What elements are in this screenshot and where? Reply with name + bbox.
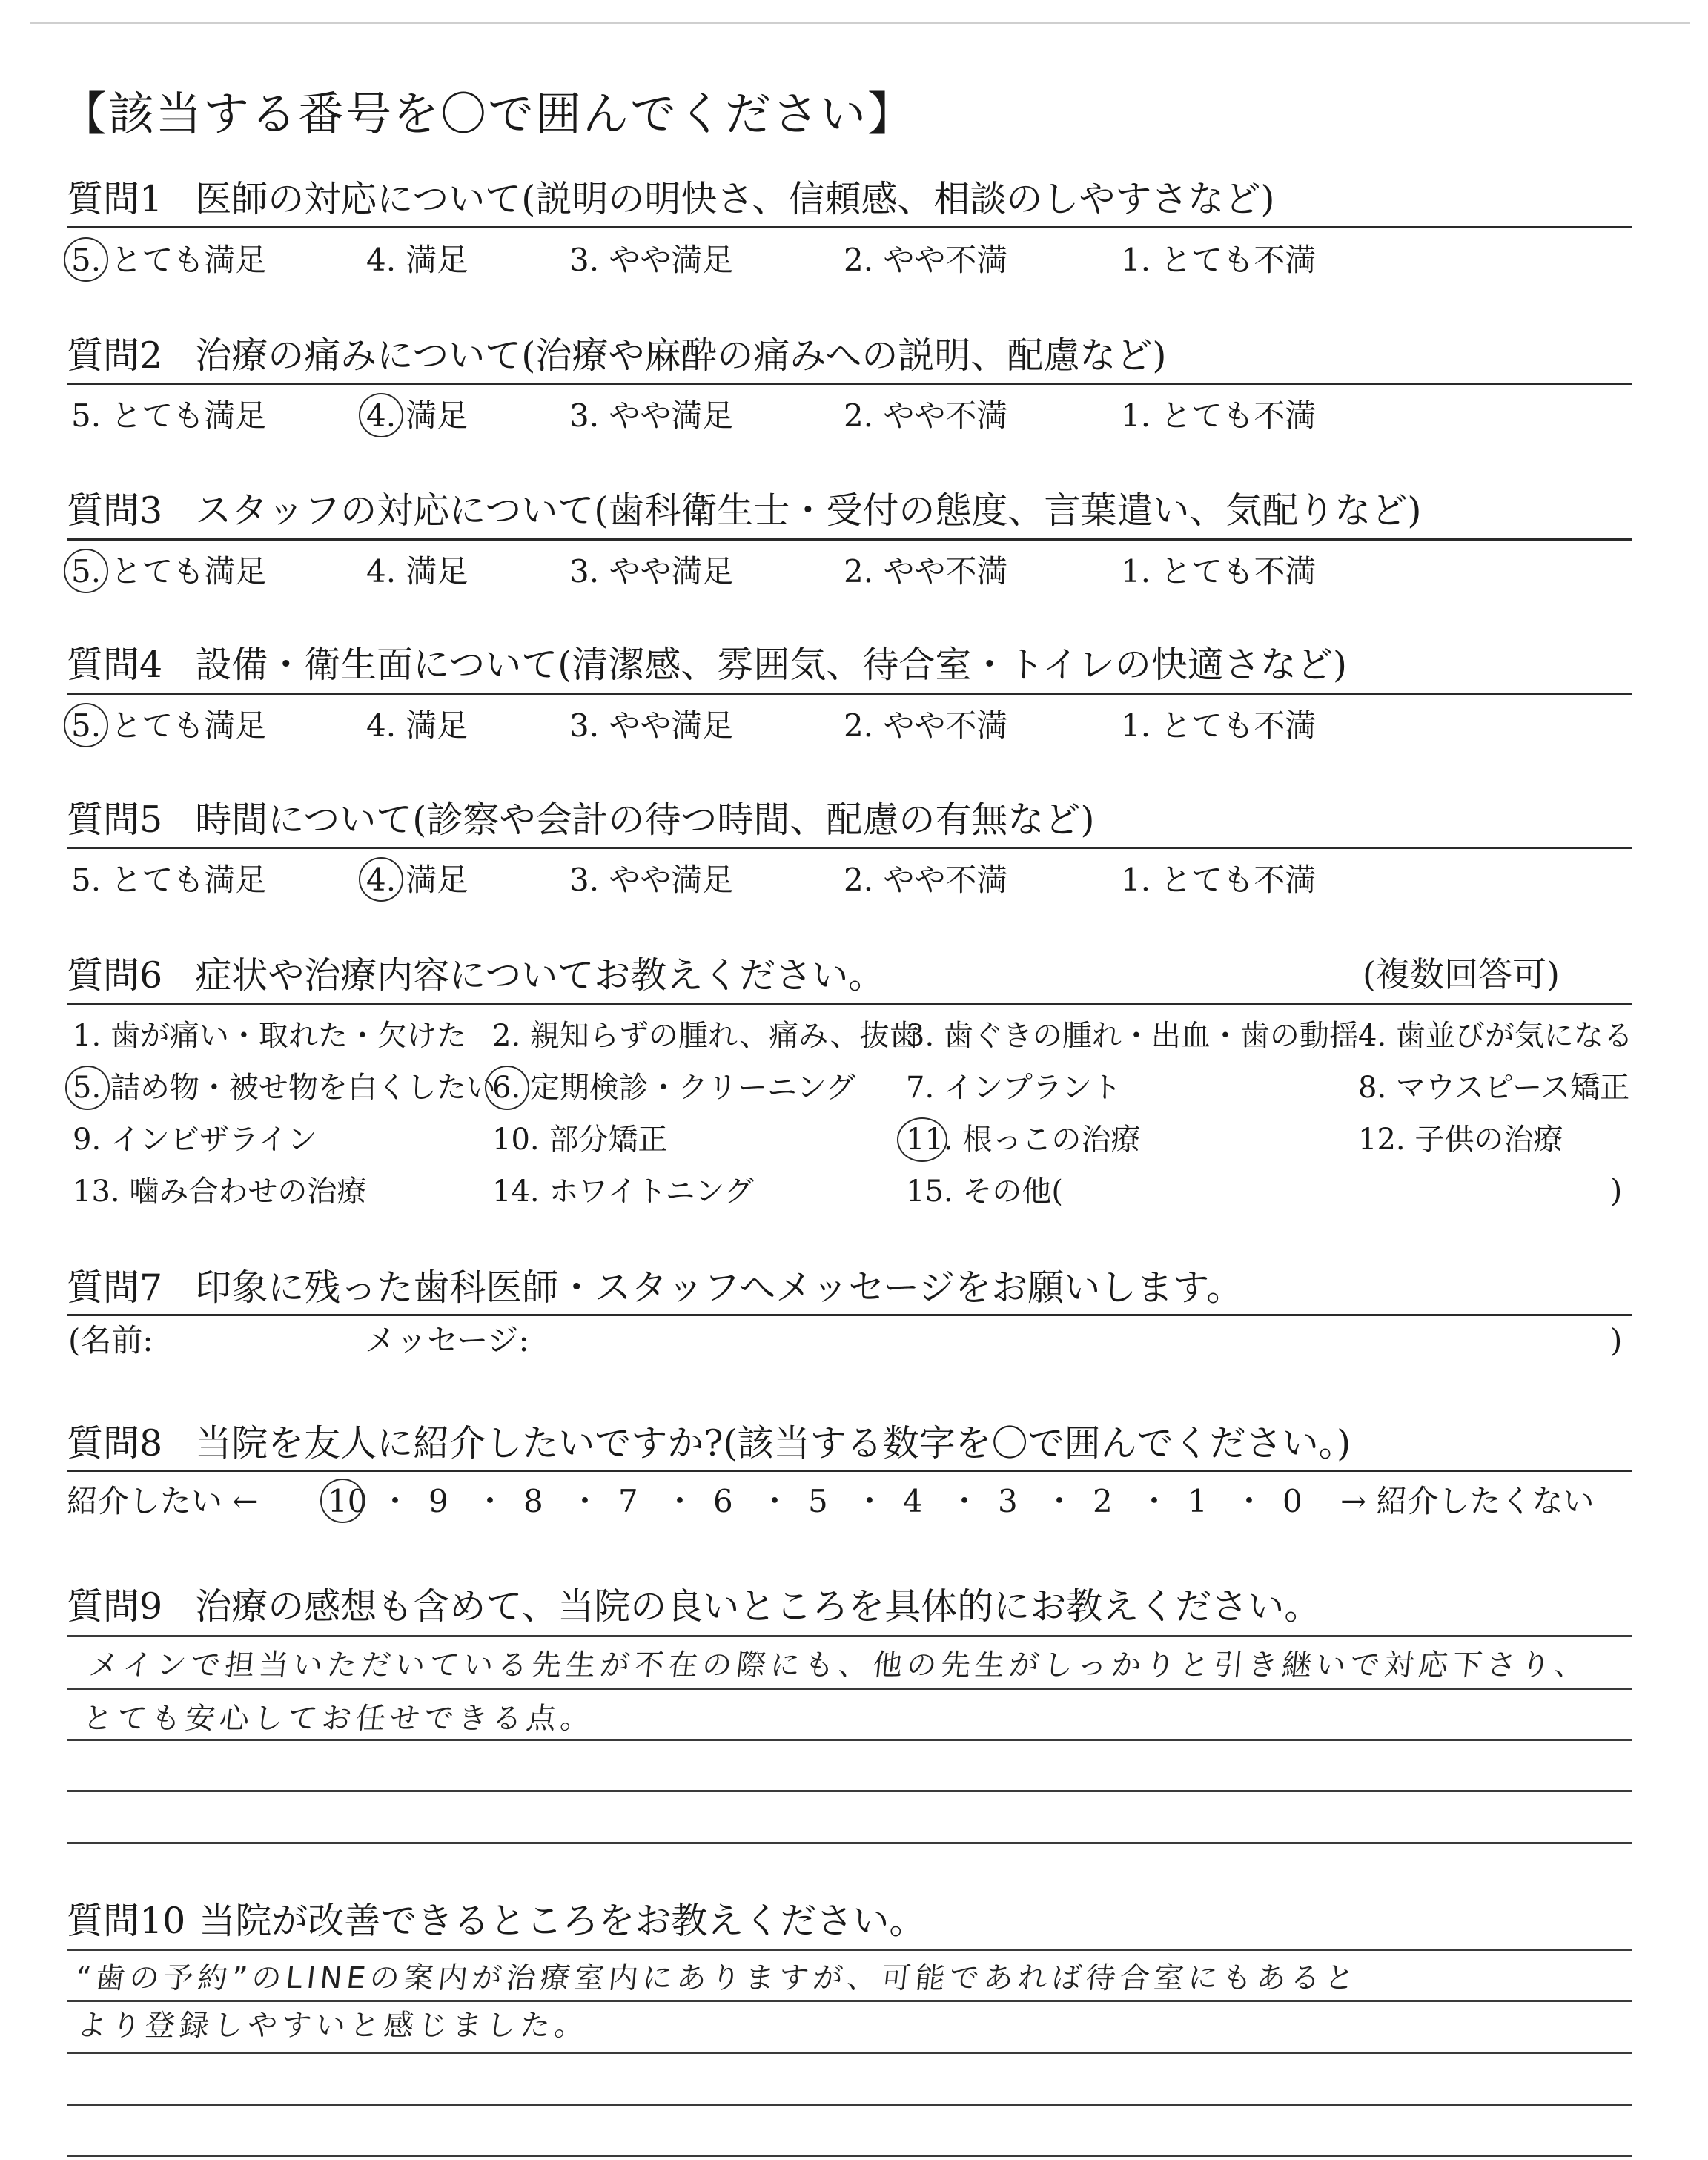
symptom-option-12[interactable]: 12. 子供の治療 [1358, 1123, 1563, 1157]
scale-separator: ・ [569, 1483, 601, 1519]
question-text: 当院が改善できるところをお教えください。 [199, 1900, 926, 1942]
top-border [30, 22, 1690, 24]
rating-option-1[interactable]: 1. とても不満 [1121, 242, 1317, 278]
symptom-option-4[interactable]: 4. 歯並びが気になる [1358, 1019, 1633, 1053]
rating-option-4[interactable]: 4. 満足 [366, 242, 469, 278]
rating-option-5-selected[interactable]: 5. とても満足 [71, 553, 267, 589]
question-number: 質問8 [67, 1422, 163, 1464]
question-number: 質問4 [67, 644, 163, 686]
page-title: 【該当する番号を〇で囲んでください】 [61, 87, 916, 141]
rating-option-2[interactable]: 2. やや不満 [844, 553, 1008, 589]
symptom-option-6-selected[interactable]: 6. 定期検診・クリーニング [492, 1071, 856, 1105]
rating-option-3[interactable]: 3. やや満足 [569, 862, 734, 898]
question-rule [67, 693, 1632, 695]
rating-option-5[interactable]: 5. とても満足 [71, 397, 267, 434]
answer-line [67, 1790, 1632, 1792]
rating-option-3[interactable]: 3. やや満足 [569, 707, 734, 744]
question-number: 質問3 [67, 489, 163, 532]
rating-option-1[interactable]: 1. とても不満 [1121, 397, 1317, 434]
question-number: 質問6 [67, 954, 163, 997]
scale-separator: ・ [759, 1483, 791, 1519]
scale-value-0[interactable]: 0 [1282, 1483, 1302, 1519]
symptom-option-3[interactable]: 3. 歯ぐきの腫れ・出血・歯の動揺 [906, 1019, 1359, 1053]
question-number: 質問10 [67, 1900, 186, 1942]
question-rule [67, 383, 1632, 385]
recommend-label: 紹介したい ← [67, 1483, 259, 1519]
question-rule [67, 1470, 1632, 1472]
scale-separator: ・ [854, 1483, 886, 1519]
rating-option-5-selected[interactable]: 5. とても満足 [71, 707, 267, 744]
multiple-answers-note: (複数回答可) [1363, 954, 1560, 994]
rating-option-4-selected[interactable]: 4. 満足 [366, 397, 469, 434]
handwritten-answer-line: より登録しやすいと感じました。 [75, 2009, 591, 2043]
symptom-option-5-selected[interactable]: 5. 詰め物・被せ物を白くしたい [73, 1071, 496, 1105]
handwritten-answer-line: “歯の予約”のLINEの案内が治療室内にありますが、可能であれば待合室にもあると [73, 1961, 1361, 1995]
question-number: 質問2 [67, 334, 163, 377]
answer-line [67, 1688, 1632, 1690]
symptom-option-2[interactable]: 2. 親知らずの腫れ、痛み、抜歯 [492, 1019, 919, 1053]
rating-option-2[interactable]: 2. やや不満 [844, 862, 1008, 898]
answer-line [67, 1842, 1632, 1844]
rating-option-2[interactable]: 2. やや不満 [844, 707, 1008, 744]
rating-option-5[interactable]: 5. とても満足 [71, 862, 267, 898]
handwritten-answer-line: メインで担当いただいている先生が不在の際にも、他の先生がしっかりと引き継いで対応下さり、 [87, 1648, 1591, 1682]
rating-option-5-selected[interactable]: 5. とても満足 [71, 242, 267, 278]
scale-value-1[interactable]: 1 [1188, 1483, 1208, 1519]
scale-value-4[interactable]: 4 [903, 1483, 923, 1519]
symptom-option-1[interactable]: 1. 歯が痛い・取れた・欠けた [73, 1019, 466, 1053]
question-text: スタッフの対応について(歯科衛生士・受付の態度、言葉遣い、気配りなど) [195, 489, 1422, 532]
name-label: (名前: [68, 1322, 153, 1358]
scale-value-2[interactable]: 2 [1093, 1483, 1113, 1519]
answer-line [67, 1949, 1632, 1951]
rating-option-3[interactable]: 3. やや満足 [569, 242, 734, 278]
rating-option-3[interactable]: 3. やや満足 [569, 553, 734, 589]
rating-option-1[interactable]: 1. とても不満 [1121, 862, 1317, 898]
question-text: 印象に残った歯科医師・スタッフへメッセージをお願いします。 [195, 1266, 1243, 1309]
rating-option-4-selected[interactable]: 4. 満足 [366, 862, 469, 898]
rating-option-4[interactable]: 4. 満足 [366, 707, 469, 744]
scale-value-9[interactable]: 9 [428, 1483, 448, 1519]
answer-line [67, 2155, 1632, 2157]
question-text: 症状や治療内容についてお教えください。 [195, 954, 885, 997]
symptom-option-8[interactable]: 8. マウスピース矯正 [1358, 1071, 1630, 1105]
question-text: 治療の痛みについて(治療や麻酔の痛みへの説明、配慮など) [195, 334, 1167, 377]
rating-option-2[interactable]: 2. やや不満 [844, 242, 1008, 278]
rating-option-1[interactable]: 1. とても不満 [1121, 707, 1317, 744]
scale-value-6[interactable]: 6 [713, 1483, 733, 1519]
question-text: 設備・衛生面について(清潔感、雰囲気、待合室・トイレの快適さなど) [195, 644, 1347, 686]
scale-separator: ・ [949, 1483, 981, 1519]
question-number: 質問1 [67, 178, 163, 220]
answer-line [67, 1635, 1632, 1637]
message-label: メッセージ: [365, 1322, 529, 1358]
symptom-option-15[interactable]: 15. その他( [906, 1175, 1063, 1209]
symptom-option-11-selected[interactable]: 11. 根っこの治療 [906, 1123, 1141, 1157]
scale-separator: ・ [1044, 1483, 1076, 1519]
scale-value-10-selected[interactable]: 10 [328, 1483, 368, 1519]
rating-option-4[interactable]: 4. 満足 [366, 553, 469, 589]
handwritten-answer-line: とても安心してお任せできる点。 [81, 1702, 597, 1736]
question-text: 治療の感想も含めて、当院の良いところを具体的にお教えください。 [195, 1585, 1321, 1628]
scale-separator: ・ [1139, 1483, 1171, 1519]
question-rule [67, 226, 1632, 228]
symptom-option-9[interactable]: 9. インビザライン [73, 1123, 317, 1157]
scale-separator: ・ [474, 1483, 506, 1519]
message-close-paren: ) [1610, 1322, 1623, 1358]
scale-separator: ・ [380, 1483, 411, 1519]
question-text: 時間について(診察や会計の待つ時間、配慮の有無など) [195, 799, 1095, 841]
other-close-paren: ) [1610, 1172, 1623, 1209]
scale-separator: ・ [1234, 1483, 1265, 1519]
answer-line [67, 2104, 1632, 2106]
symptom-option-14[interactable]: 14. ホワイトニング [492, 1175, 754, 1209]
question-rule [67, 847, 1632, 849]
scale-value-8[interactable]: 8 [523, 1483, 543, 1519]
rating-option-3[interactable]: 3. やや満足 [569, 397, 734, 434]
rating-option-1[interactable]: 1. とても不満 [1121, 553, 1317, 589]
scale-value-5[interactable]: 5 [808, 1483, 828, 1519]
question-number: 質問7 [67, 1266, 163, 1309]
answer-line [67, 2052, 1632, 2054]
symptom-option-7[interactable]: 7. インプラント [906, 1071, 1122, 1105]
answer-line [67, 2000, 1632, 2002]
question-text: 当院を友人に紹介したいですか?(該当する数字を〇で囲んでください。) [195, 1422, 1351, 1464]
rating-option-2[interactable]: 2. やや不満 [844, 397, 1008, 434]
question-rule [67, 1003, 1632, 1005]
question-rule [67, 538, 1632, 541]
question-rule [67, 1314, 1632, 1316]
symptom-option-10[interactable]: 10. 部分矯正 [492, 1123, 668, 1157]
answer-line [67, 1739, 1632, 1741]
scale-value-3[interactable]: 3 [998, 1483, 1018, 1519]
not-recommend-label: → 紹介したくない [1340, 1483, 1595, 1519]
symptom-option-13[interactable]: 13. 噛み合わせの治療 [73, 1175, 367, 1209]
question-text: 医師の対応について(説明の明快さ、信頼感、相談のしやすさなど) [195, 178, 1275, 220]
question-number: 質問5 [67, 799, 163, 841]
scale-value-7[interactable]: 7 [618, 1483, 638, 1519]
question-number: 質問9 [67, 1585, 163, 1628]
scale-separator: ・ [664, 1483, 696, 1519]
